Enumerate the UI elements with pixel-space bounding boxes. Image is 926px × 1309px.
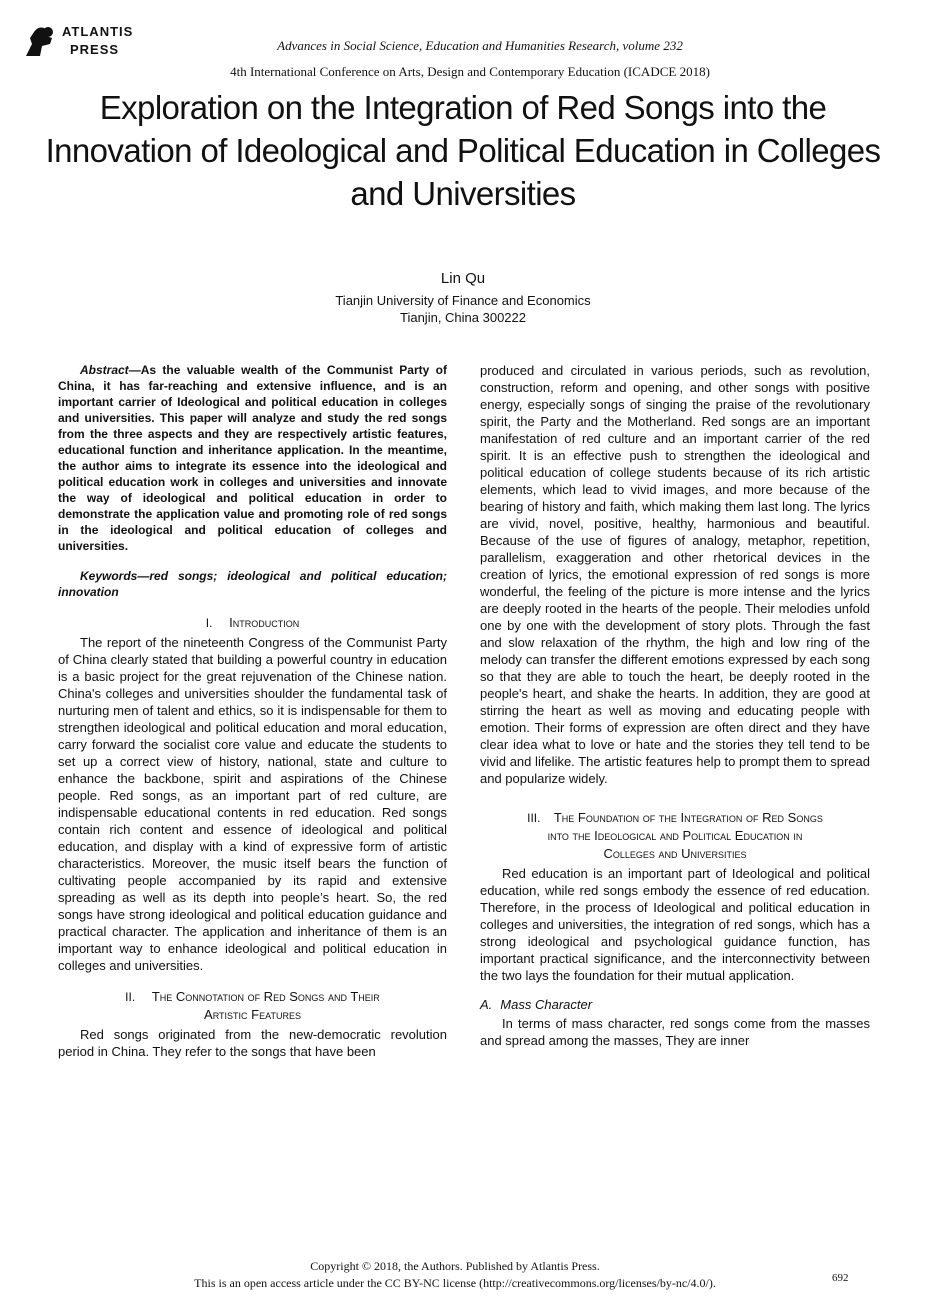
abstract-text: As the valuable wealth of the Communist Party of China, it has far-reaching and extensive influence, and is an important carrier of Ideological and political education in colleges and universities. This paper will analyze and study the red songs from the three aspects and they are respectively artistic features, educational function and inheritance application. In the meantime, the author aims to integrate its essence into the ideological and political education work in colleges and universities and innovate the way of ideological and political education in order to demonstrate the application value and promoting role of red songs in the ideological and political education of colleges and universities.: [58, 363, 447, 553]
abstract-dash: —: [128, 363, 141, 377]
subsection-heading-mass-character: [480, 996, 870, 1013]
keywords-dash: —: [137, 569, 150, 583]
logo-text-press: PRESS: [70, 42, 120, 57]
section-number: II.: [125, 990, 136, 1004]
section-number: III.: [527, 811, 541, 825]
section-heading-foundation: [480, 809, 870, 863]
left-column: [58, 362, 447, 1060]
connotation-paragraph-start: Red songs originated from the new-democratic revolution period in China. They refer to the songs that have been: [58, 1027, 447, 1059]
copyright-line: Copyright © 2018, the Authors. Published by Atlantis Press.: [310, 1259, 600, 1273]
foundation-paragraph: Red education is an important part of Ideological and political education, while red songs embody the essence of red education. Therefore, in the process of Ideological and political education in colleges and universities, the integration of red songs, which has a strong ideological and psychological guidance function, has important practical significance, and the interconnectivity between the two lays the foundation for their mutual application.: [480, 866, 870, 983]
abstract-label: Abstract: [80, 363, 129, 377]
keywords: [58, 568, 447, 600]
right-column: [480, 362, 870, 1049]
affiliation-institution: Tianjin University of Finance and Economics: [335, 293, 591, 308]
section-title: Introduction: [229, 615, 300, 630]
license-line: This is an open access article under the CC BY-NC license (http://creativecommons.org/licenses/by-nc/4.0/).: [194, 1276, 716, 1290]
page-number: 692: [832, 1272, 849, 1284]
conference-name: 4th International Conference on Arts, Design and Contemporary Education (ICADCE 2018): [230, 64, 710, 79]
section-title-line1: The Foundation of the Integration of Red Songs: [553, 810, 823, 825]
paper-title: Exploration on the Integration of Red Songs into the Innovation of Ideological and Political Education in Colleges and Universities: [45, 89, 881, 212]
introduction-paragraph: The report of the nineteenth Congress of the Communist Party of China clearly stated that building a powerful country in education is a basic project for the great rejuvenation of the Chinese nation. China's colleges and universities shoulder the fundamental task of nurturing men of talent and ethics, so it is indispensable for them to strengthen ideological and political education and moral education, carry forward the socialist core value and educate the students to set up a correct view of history, national, state and culture to enhance the backbone, spirit and aspirations of the Chinese people. Red songs, as an important part of red culture, are indispensable educational contents in red education. Red songs contain rich content and essence of ideological and political education, and display with a kind of expressive form of artistic characteristics. Moreover, the music itself bears the function of cultivating people accompanied by its rapid and extensive spreading as well as its depth into people’s heart. So, the red songs have strong ideological and political education guidance and practical character. The application and inheritance of them is an important way to enhance ideological and political education in colleges and universities.: [58, 635, 447, 973]
section-title-line2: Artistic Features: [204, 1007, 301, 1022]
thinker-logo-icon: [22, 24, 58, 58]
logo-text-atlantis: ATLANTIS: [62, 24, 134, 39]
keywords-label: Keywords: [80, 569, 138, 583]
journal-name: Advances in Social Science, Education and Humanities Research, volume 232: [277, 38, 683, 53]
author-affiliation: [0, 292, 926, 326]
section-title-line1: The Connotation of Red Songs and Their: [151, 989, 380, 1004]
section-title-line2: into the Ideological and Political Education in: [547, 828, 803, 843]
section-number: I.: [205, 616, 213, 630]
subsection-letter: A.: [480, 997, 493, 1012]
copyright-footer: [110, 1258, 800, 1292]
author-name: Lin Qu: [440, 270, 486, 287]
subsection-title: Mass Character: [500, 997, 593, 1012]
connotation-paragraph-continued: produced and circulated in various periods, such as revolution, construction, reform and opening, and other songs with positive energy, especially songs of singing the praise of the revolutionary spirit, the Party and the Motherland. Red songs are an important manifestation of red culture and an important carrier of the red spirit. It is an effective push to strengthen the ideological and political education of college students because of its rich artistic elements, which lead to vivid images, and more because of the bearing of history and faith, which making them last long. The lyrics are vivid, novel, positive, healthy, harmonious and beautiful. Because of the use of figures of analogy, metaphor, repetition, parallelism, exaggeration and other rhetorical devices in the creation of lyrics, the emotional expression of red songs is more wonderful, the feeling of the picture is more intense and the lyrics are deeply rooted in the hearts of the people. Their melodies unfold one by one with the development of story plots. Through the fast and slow relaxation of the rhythm, the high and low ring of the melody can transfer the different emotions expressed by each song so that they are able to touch the heart, be deeply rooted in the people's heart, and shake the hearts. In addition, they are good at stirring the heart as well as moving and educating people with emotion. Their forms of expression are often direct and they have clear idea what to love or hate and the stories they tell tend to be vivid and lifelike. The artistic features help to prompt them to spread and popularize widely.: [480, 363, 870, 786]
section-heading-connotation: [58, 988, 447, 1024]
mass-character-paragraph: In terms of mass character, red songs come from the masses and spread among the masses, They are inner: [480, 1016, 870, 1048]
section-title-line3: Colleges and Universities: [603, 846, 747, 861]
keywords-text: red songs; ideological and political education; innovation: [58, 569, 447, 599]
affiliation-address: Tianjin, China 300222: [400, 310, 526, 325]
abstract: [58, 362, 447, 554]
section-heading-introduction: [58, 614, 447, 632]
atlantis-press-logo: [22, 22, 142, 62]
